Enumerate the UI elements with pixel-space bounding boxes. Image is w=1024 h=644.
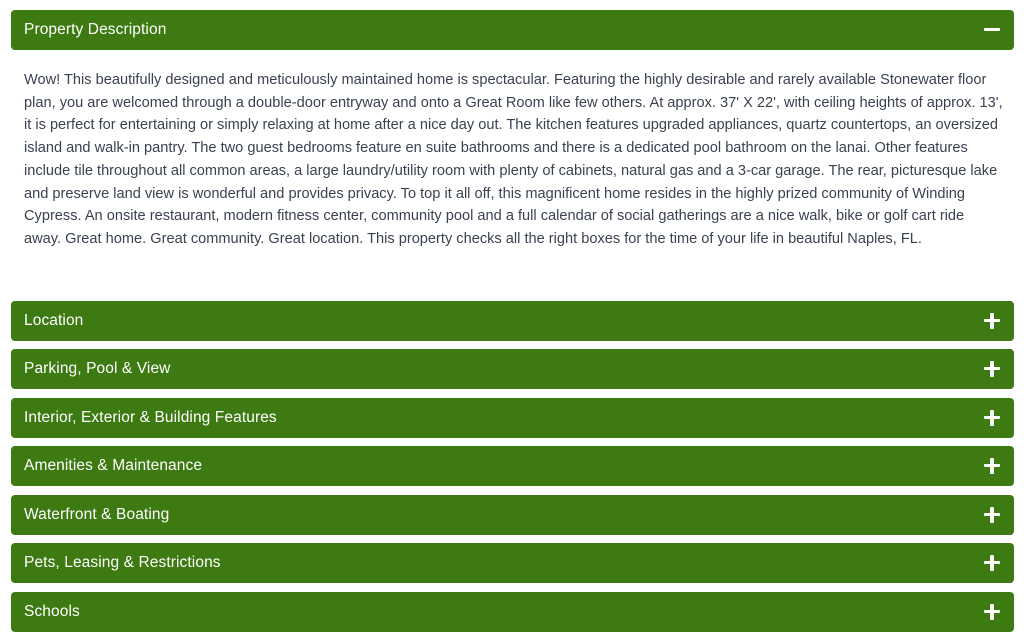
section-title: Amenities & Maintenance	[24, 457, 203, 475]
section-header-parking-pool-view[interactable]	[11, 349, 1014, 389]
section-header-property-description[interactable]	[11, 10, 1014, 50]
plus-icon[interactable]	[984, 604, 1000, 620]
section-title: Schools	[24, 603, 80, 621]
plus-icon[interactable]	[984, 458, 1000, 474]
section-title: Waterfront & Boating	[24, 506, 170, 524]
plus-icon[interactable]	[984, 507, 1000, 523]
plus-icon[interactable]	[984, 555, 1000, 571]
plus-icon[interactable]	[984, 361, 1000, 377]
section-title: Property Description	[24, 21, 167, 39]
plus-icon[interactable]	[984, 410, 1000, 426]
section-header-location[interactable]	[11, 301, 1014, 341]
section-header-waterfront-boating[interactable]	[11, 495, 1014, 535]
section-header-pets-leasing-restrictions[interactable]	[11, 543, 1014, 583]
plus-icon[interactable]	[984, 313, 1000, 329]
section-header-schools[interactable]	[11, 592, 1014, 632]
property-description-text: Wow! This beautifully designed and meticulously maintained home is spectacular. Featuring the highly desirable and rarely available Stonewater floor plan, you are welcomed through a double-door entryway and onto a Great Room like few others. At approx. 37' X 22', with ceiling heights of approx. 13', it is perfect for entertaining or simply relaxing at home after a nice day out. The kitchen features upgraded appliances, quartz countertops, an oversized island and walk-in pantry. The two guest bedrooms feature en suite bathrooms and there is a dedicated pool bathroom on the lanai. Other features include tile throughout all common areas, a large laundry/utility room with plenty of cabinets, natural gas and a 3-car garage. The rear, picturesque lake and preserve land view is wonderful and provides privacy. To top it all off, this magnificent home resides in the highly prized community of Winding Cypress. An onsite restaurant, modern fitness center, community pool and a full calendar of social gatherings are a nice walk, bike or golf cart ride away. Great home. Great community. Great location. This property checks all the right boxes for the time of your life in beautiful Naples, FL.	[24, 72, 1003, 247]
section-title: Pets, Leasing & Restrictions	[24, 554, 221, 572]
section-title: Interior, Exterior & Building Features	[24, 409, 277, 427]
minus-icon[interactable]	[984, 22, 1000, 38]
section-header-interior-exterior-building[interactable]	[11, 398, 1014, 438]
section-title: Location	[24, 312, 84, 330]
section-title: Parking, Pool & View	[24, 360, 171, 378]
section-header-amenities-maintenance[interactable]	[11, 446, 1014, 486]
